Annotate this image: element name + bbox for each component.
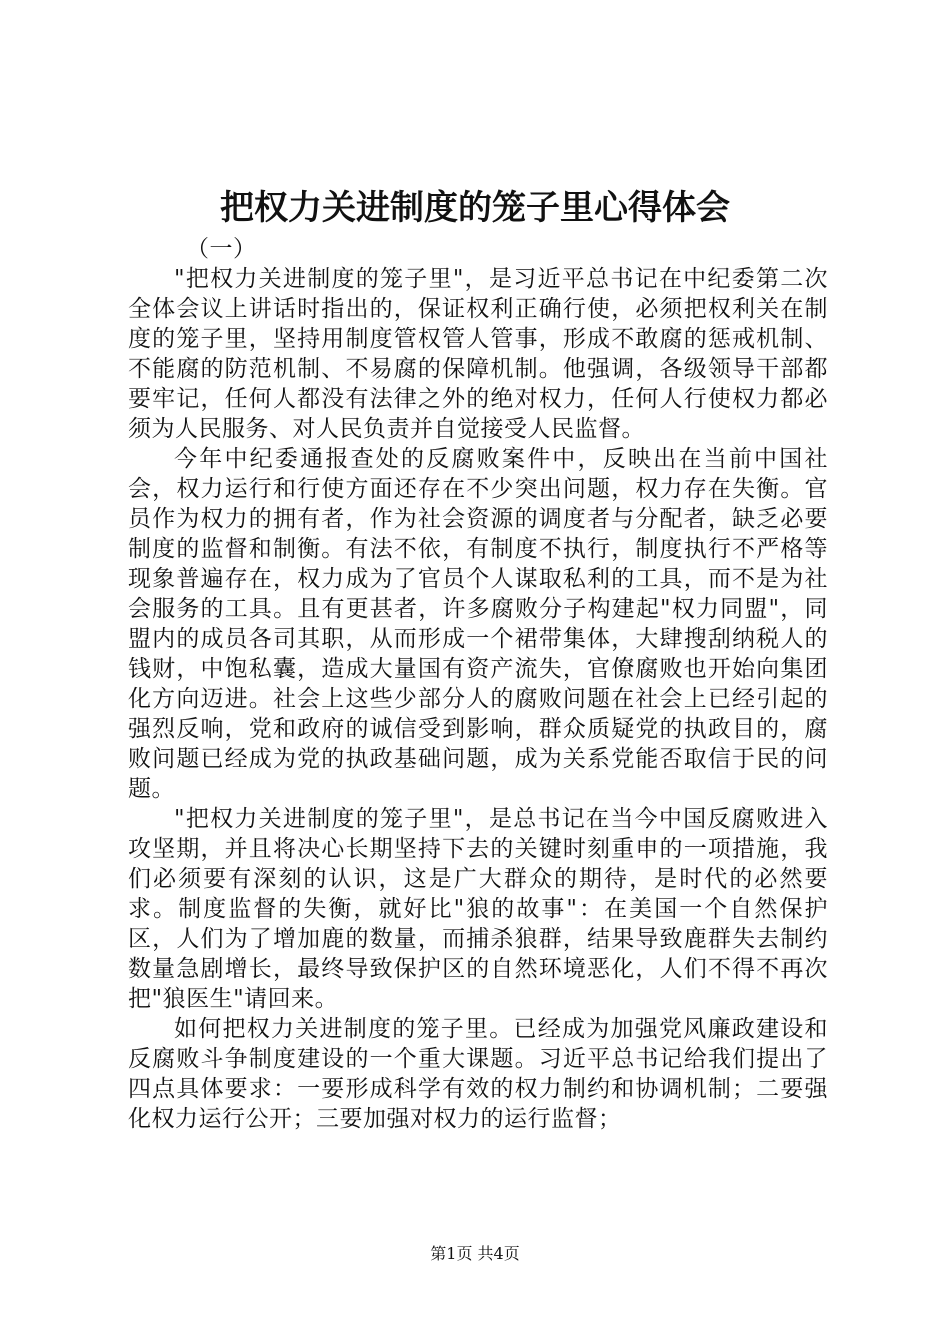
document-body: [128, 234, 828, 1134]
paragraph-4: 如何把权力关进制度的笼子里。已经成为加强党风廉政建设和反腐败斗争制度建设的一个重大课题。习近平总书记给我们提出了四点具体要求：一要形成科学有效的权力制约和协调机制；二要强化权力运行公开；三要加强对权力的运行监督；: [128, 1016, 828, 1132]
page-indicator: 第1页 共4页: [430, 1244, 520, 1263]
document-title: 把权力关进制度的笼子里心得体会: [220, 188, 730, 228]
page-footer: [0, 1244, 950, 1264]
paragraph-3: "把权力关进制度的笼子里"，是总书记在当今中国反腐败进入攻坚期，并且将决心长期坚持下去的关键时刻重申的一项措施，我们必须要有深刻的认识，这是广大群众的期待，是时代的必然要求。制度监督的失衡，就好比"狼的故事"：在美国一个自然保护区，人们为了增加鹿的数量，而捕杀狼群，结果导致鹿群失去制约数量急剧增长，最终导致保护区的自然环境恶化，人们不得不再次把"狼医生"请回来。: [128, 806, 828, 1012]
paragraph-1: "把权力关进制度的笼子里"，是习近平总书记在中纪委第二次全体会议上讲话时指出的，保证权利正确行使，必须把权利关在制度的笼子里，坚持用制度管权管人管事，形成不敢腐的惩戒机制、不能腐的防范机制、不易腐的保障机制。他强调，各级领导干部都要牢记，任何人都没有法律之外的绝对权力，任何人行使权力都必须为人民服务、对人民负责并自觉接受人民监督。: [128, 266, 828, 442]
section-label: （一）: [186, 236, 257, 262]
paragraph-2: 今年中纪委通报查处的反腐败案件中，反映出在当前中国社会，权力运行和行使方面还存在不少突出问题，权力存在失衡。官员作为权力的拥有者，作为社会资源的调度者与分配者，缺乏必要制度的监督和制衡。有法不依，有制度不执行，制度执行不严格等现象普遍存在，权力成为了官员个人谋取私利的工具，而不是为社会服务的工具。且有更甚者，许多腐败分子构建起"权力同盟"，同盟内的成员各司其职，从而形成一个裙带集体，大肆搜刮纳税人的钱财，中饱私囊，造成大量国有资产流失，官僚腐败也开始向集团化方向迈进。社会上这些少部分人的腐败问题在社会上已经引起的强烈反响，党和政府的诚信受到影响，群众质疑党的执政目的，腐败问题已经成为党的执政基础问题，成为关系党能否取信于民的问题。: [128, 446, 828, 802]
